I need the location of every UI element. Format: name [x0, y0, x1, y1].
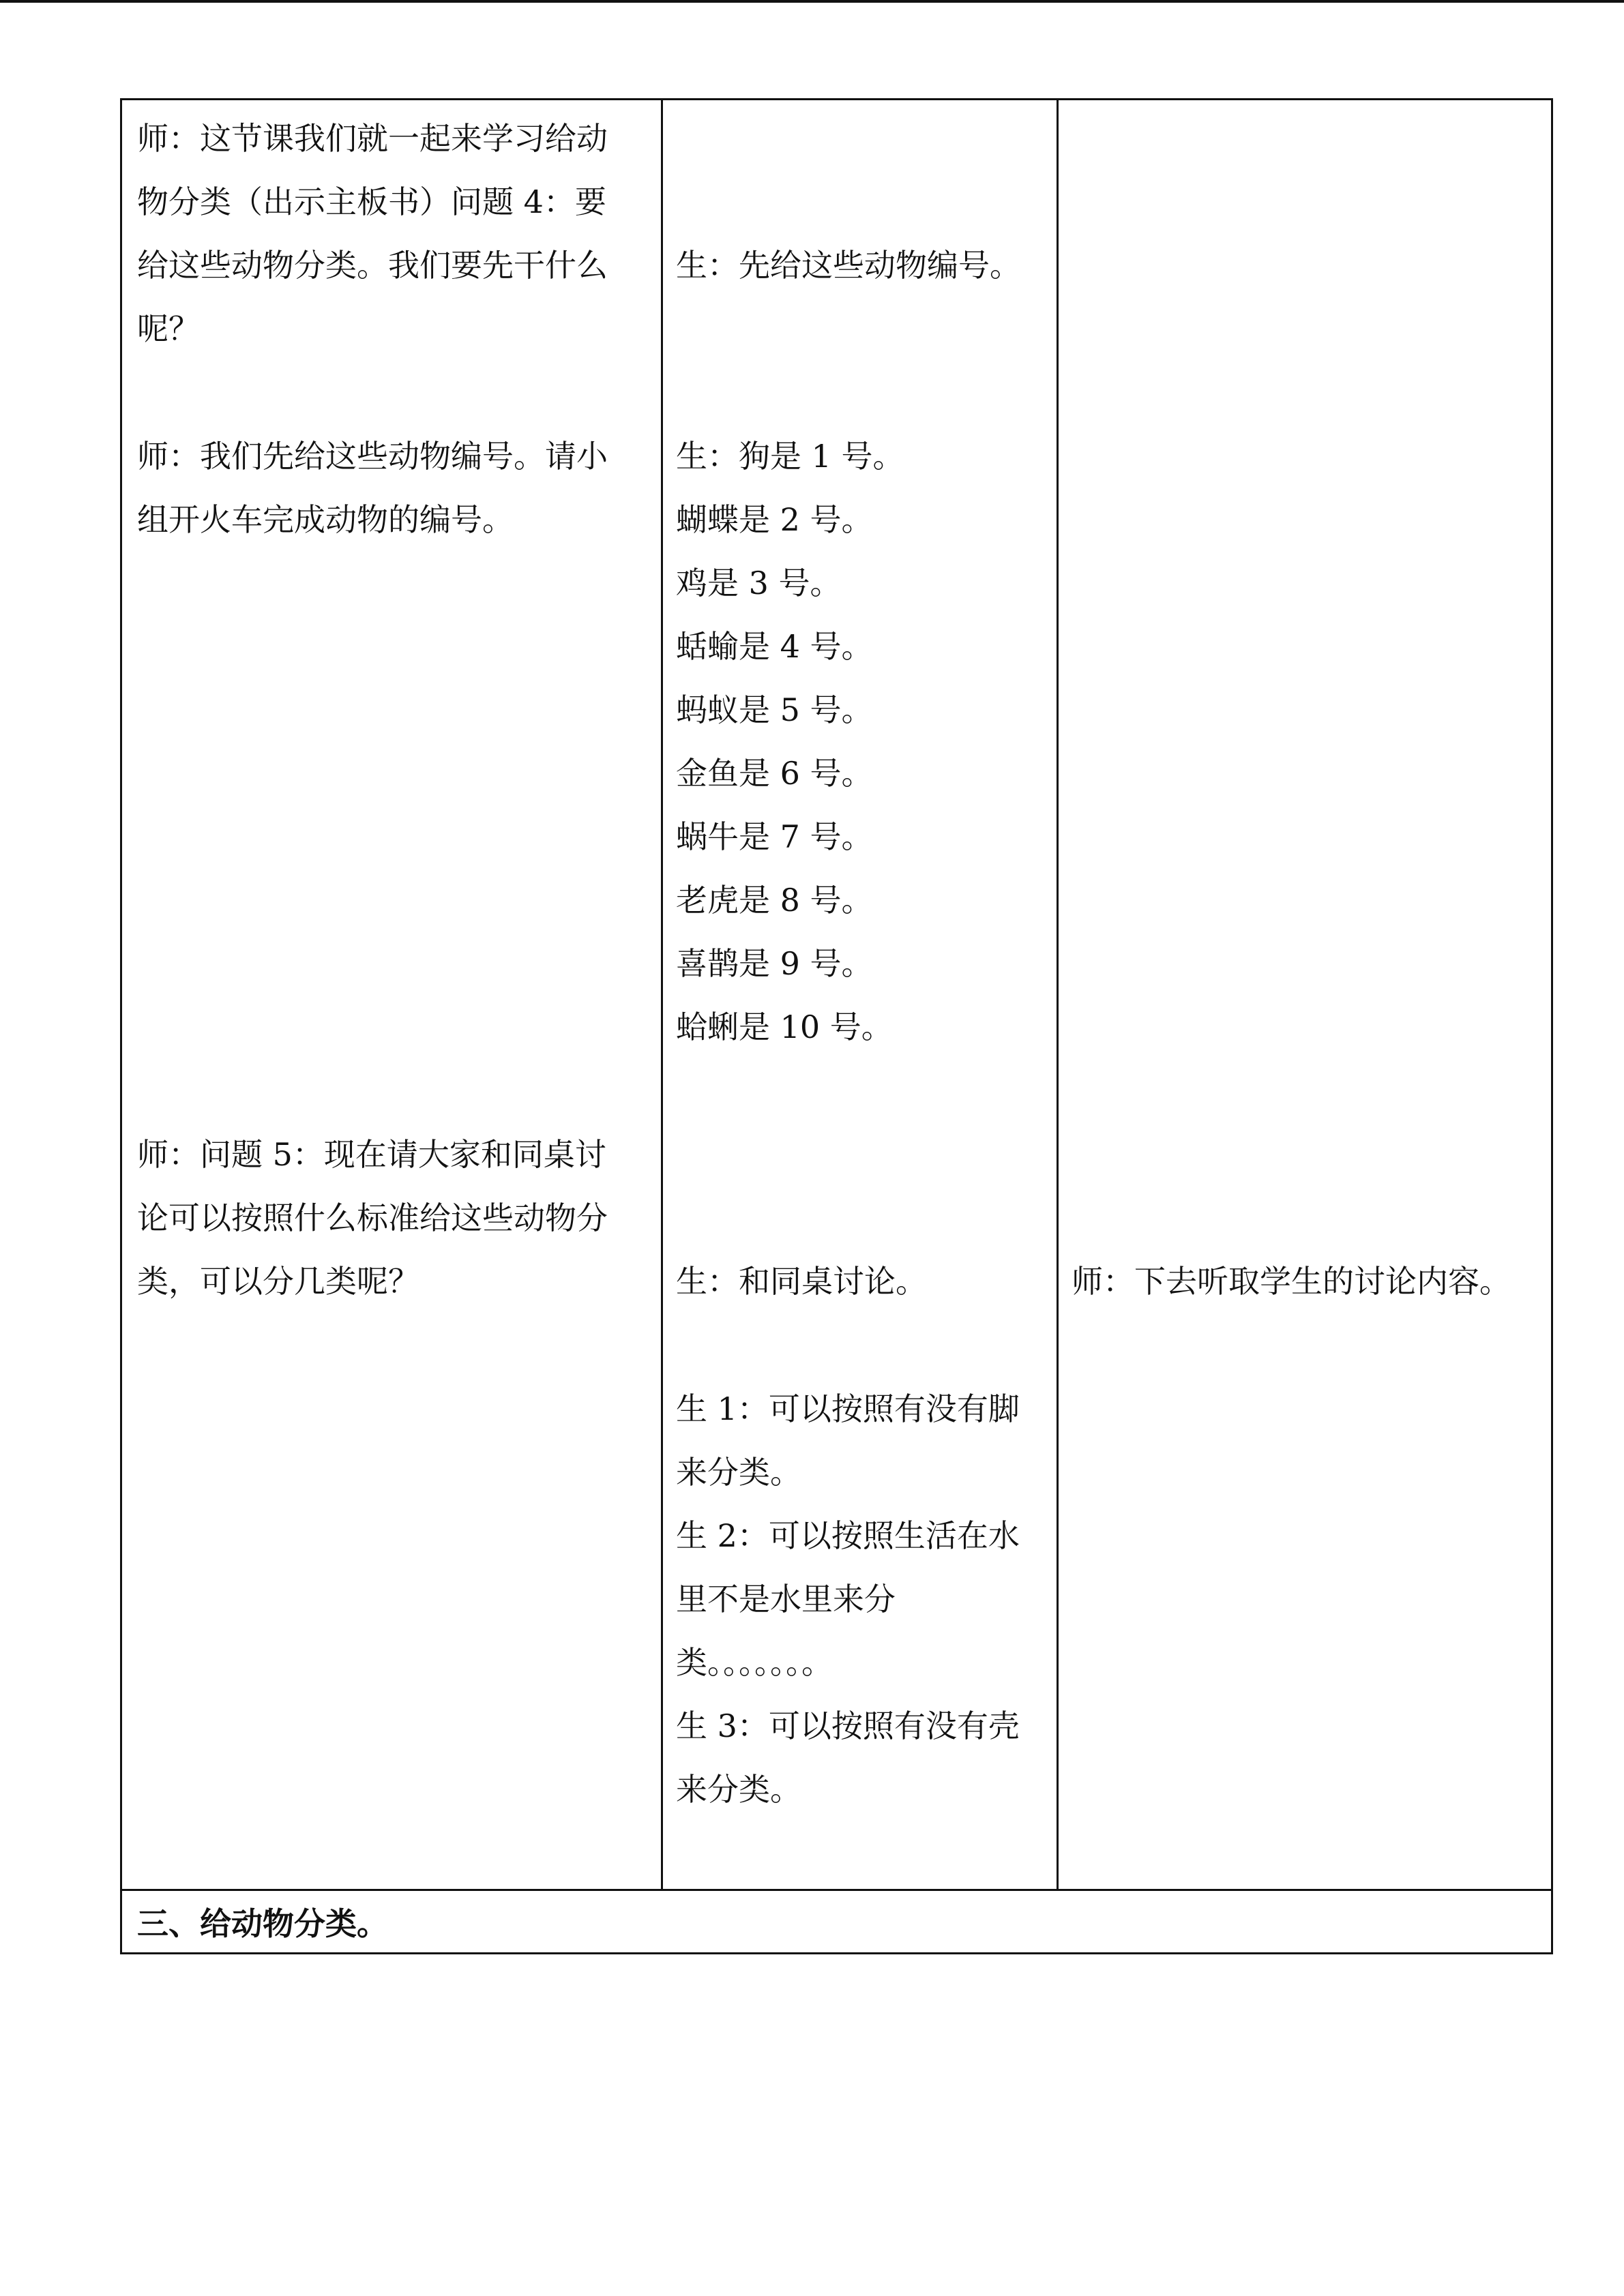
- student-line: 生：和同桌讨论。: [676, 1263, 927, 1300]
- student-line: 老虎是 8 号。: [676, 882, 873, 919]
- page-top-rule: [0, 0, 1624, 3]
- teacher-line: 论可以按照什么标准给这些动物分: [137, 1199, 608, 1236]
- student-line: 里不是水里来分: [676, 1581, 896, 1617]
- student-line: 生 2：可以按照生活在水: [676, 1517, 1020, 1554]
- student-line: 生：先给这些动物编号。: [676, 247, 1021, 284]
- student-line: 生 1：可以按照有没有脚: [676, 1390, 1020, 1427]
- student-line: 蛞蝓是 4 号。: [676, 628, 873, 665]
- student-line: 生：狗是 1 号。: [676, 438, 904, 475]
- student-line: 蝴蝶是 2 号。: [676, 501, 873, 538]
- teacher-line: 类，可以分几类呢？: [137, 1263, 419, 1300]
- lesson-plan-table: [120, 98, 1553, 1954]
- column-divider-1: [661, 100, 663, 1889]
- teacher-line: 师：我们先给这些动物编号。请小: [137, 438, 608, 475]
- column-divider-2: [1057, 100, 1059, 1889]
- table-row-main: [122, 100, 1551, 1889]
- section-heading: 三、给动物分类。: [137, 1905, 388, 1942]
- teacher-line: 呢？: [137, 310, 200, 347]
- student-line: 鸡是 3 号。: [676, 565, 842, 601]
- teacher-line: 物分类（出示主板书）问题 4：要: [137, 183, 606, 220]
- teacher-line: 师：问题 5：现在请大家和同桌讨: [137, 1136, 606, 1173]
- design-line: 师：下去听取学生的讨论内容。: [1072, 1263, 1511, 1300]
- student-line: 生 3：可以按照有没有壳: [676, 1708, 1020, 1744]
- student-line: 来分类。: [676, 1771, 801, 1808]
- student-line: 喜鹊是 9 号。: [676, 945, 873, 982]
- teacher-line: 组开火车完成动物的编号。: [137, 501, 514, 538]
- row-divider: [122, 1889, 1551, 1891]
- student-line: 金鱼是 6 号。: [676, 755, 873, 792]
- student-line: 蛤蜊是 10 号。: [676, 1009, 893, 1045]
- teacher-line: 师：这节课我们就一起来学习给动: [137, 120, 608, 157]
- teacher-line: 给这些动物分类。我们要先干什么: [137, 247, 608, 284]
- student-line: 来分类。: [676, 1454, 801, 1491]
- student-line: 蚂蚁是 5 号。: [676, 691, 873, 728]
- student-line: 类。。。。。。。: [676, 1644, 833, 1681]
- student-line: 蜗牛是 7 号。: [676, 818, 873, 855]
